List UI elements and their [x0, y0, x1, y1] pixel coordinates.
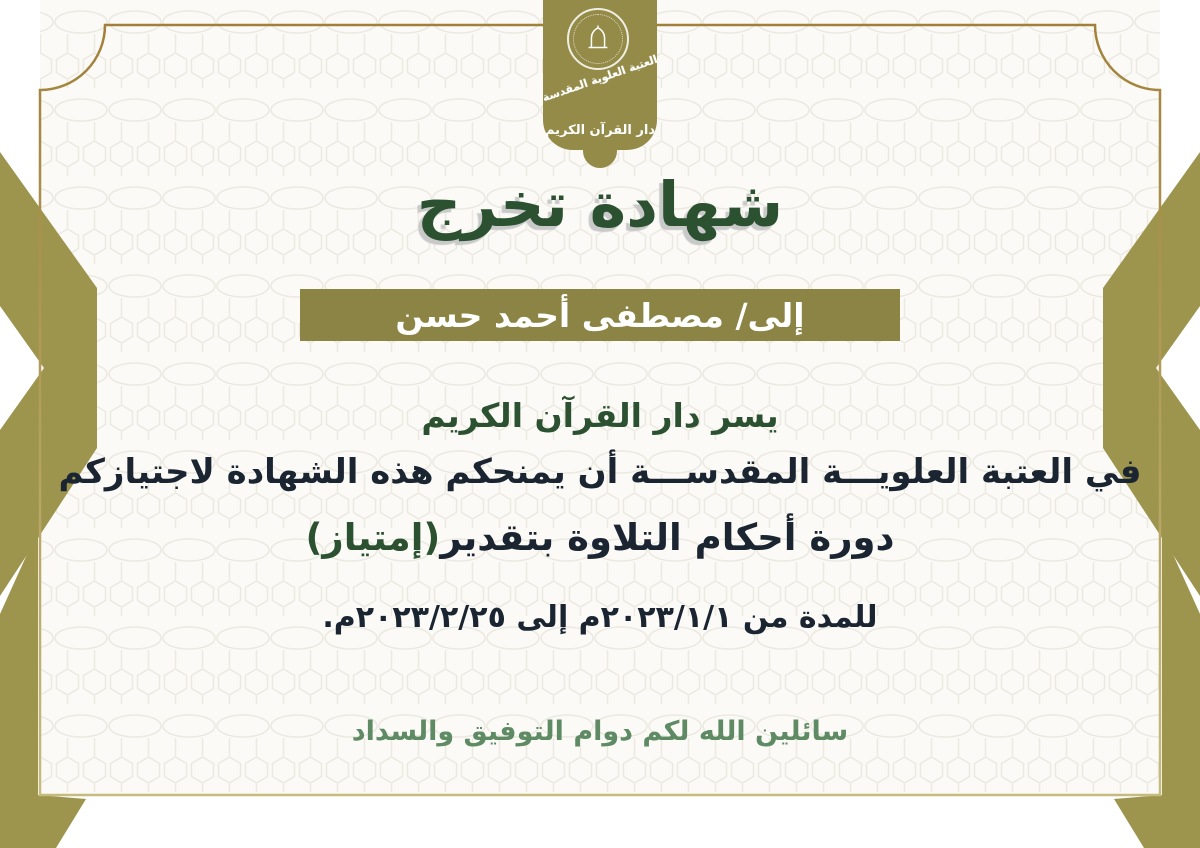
recipient-name: إلى/ مصطفى أحمد حسن — [395, 295, 805, 335]
course-line — [0, 516, 1200, 559]
left-ribbon-arrow — [0, 795, 86, 848]
shrine-name: العتبة العلوية المقدسة — [540, 52, 660, 105]
closing-line: سائلين الله لكم دوام التوفيق والسداد — [351, 716, 849, 747]
shrine-seal-icon — [567, 8, 629, 70]
shrine-logo — [540, 0, 660, 150]
certificate-title: شهادة تخرج — [416, 168, 784, 241]
organization-name: دار القرآن الكريم — [544, 123, 656, 138]
intro-line: يسر دار القرآن الكريم — [421, 396, 779, 435]
grade-badge: (إمتياز) — [305, 516, 441, 559]
duration-line: للمدة من ٢٠٢٣/١/١م إلى ٢٠٢٣/٢/٢٥م. — [322, 600, 878, 635]
body-line: في العتبة العلويـــة المقدســـة أن يمنحكم هذه الشهادة لاجتيازكم — [58, 452, 1142, 492]
dome-icon — [583, 24, 613, 54]
right-ribbon-arrow — [1114, 795, 1200, 848]
recipient-banner — [300, 289, 900, 341]
course-name: دورة أحكام التلاوة بتقدير — [440, 516, 895, 559]
